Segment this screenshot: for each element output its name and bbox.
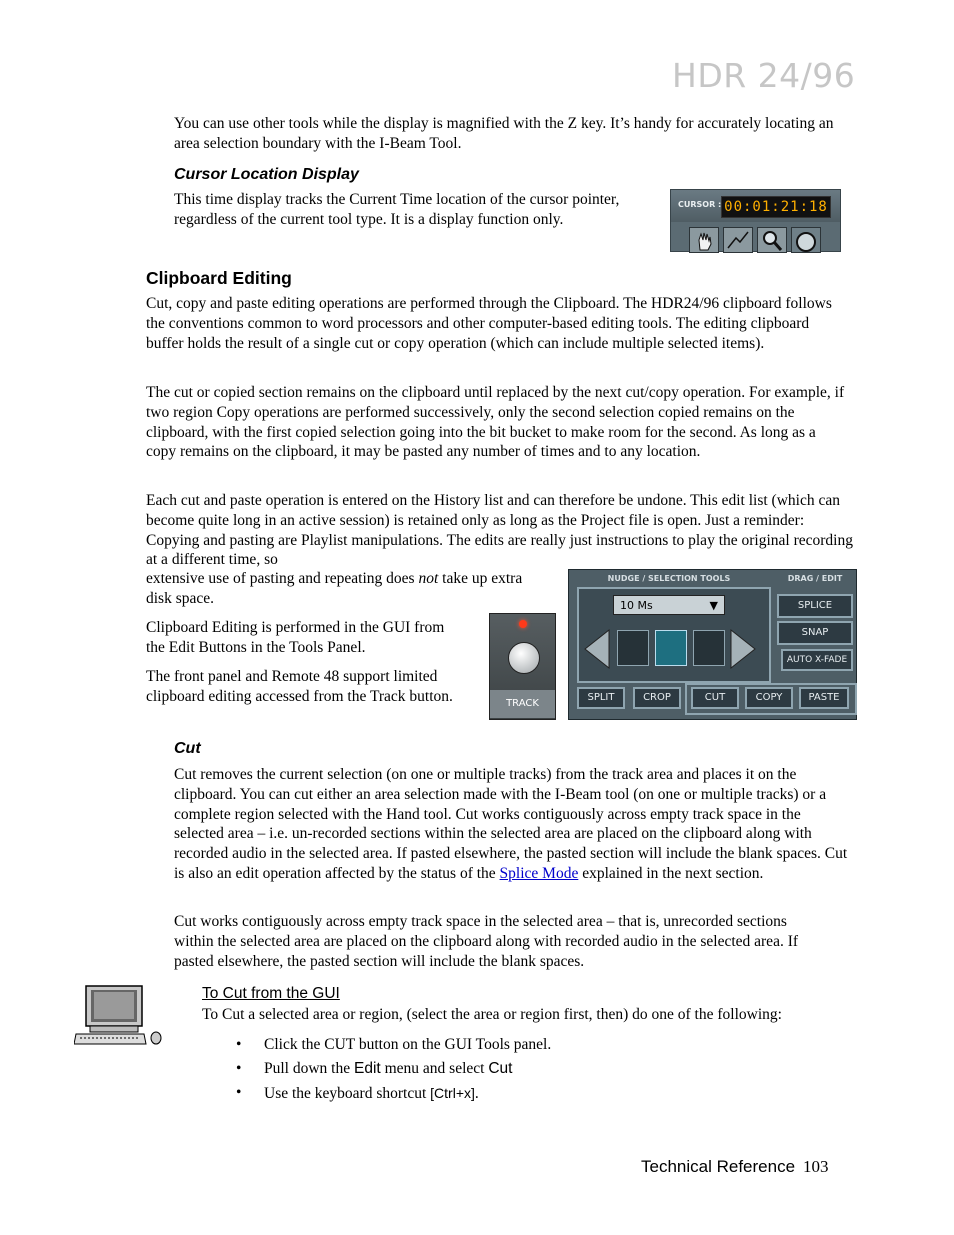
cut-paragraph-1: [174, 765, 849, 884]
nudge-tools-panel-screenshot: [568, 569, 857, 720]
waveform-icon-2: [655, 630, 687, 666]
clipboard-paragraph-5: The front panel and Remote 48 support limited clipboard editing accessed from the Track button.: [146, 668, 453, 705]
splice-button: SPLICE: [777, 594, 853, 618]
clipboard-paragraph-4: Clipboard Editing is performed in the GUI from the Edit Buttons in the Tools Panel.: [146, 619, 445, 656]
page-footer: [641, 1157, 829, 1177]
track-button-label: TRACK: [490, 690, 555, 718]
gui-steps-list: [228, 1033, 848, 1106]
edit-menu-name: Edit: [354, 1060, 381, 1077]
clipboard-paragraph-2: The cut or copied section remains on the clipboard until replaced by the next cut/copy operation. For example, if two region Copy operations are performed successively, only the second selection copied remains on the clipboard, with the first copied selection going into the bit bucket to make room for the second. As long as a copy remains on the clipboard, it may be pasted any number of times and to any location.: [146, 384, 845, 461]
bullet-3-pre: Use the keyboard shortcut: [264, 1085, 431, 1102]
clipboard-paragraph-3-cont: [146, 569, 536, 609]
scrub-tool-icon: [791, 227, 821, 253]
cut-paragraph-2: Cut works contiguously across empty track space in the selected area – that is, unrecorded sections within the selected area are placed on the clipboard along with recorded audio in the selected area. If pasted elsewhere, the pasted section will include the blank spaces.: [174, 913, 799, 970]
clipboard-paragraph-3-a: Each cut and paste operation is entered on the History list and can therefore be undone. This edit list (which can become quite long in an active session) is retained only as long as the Project file is open. Just a reminder: Copying and pasting are Playlist manipulations. The edits are really just instructions to play the original recording at a different time, so: [146, 492, 853, 569]
keyboard-shortcut: [Ctrl+x]: [430, 1085, 475, 1101]
header-title: HDR 24/96: [672, 56, 856, 95]
gui-intro: To Cut a selected area or region, (select the area or region first, then) do one of the following:: [202, 1006, 782, 1023]
cursor-time-readout: 00:01:21:18: [721, 196, 831, 218]
waveform-icon-1: [617, 630, 649, 666]
nudge-value-dropdown: [613, 595, 725, 615]
zoom-tool-icon: [757, 227, 787, 253]
nudge-dropdown-value: 10 Ms: [620, 599, 653, 612]
cursor-location-heading: Cursor Location Display: [174, 166, 359, 183]
footer-page-number: 103: [803, 1157, 829, 1176]
cut-menu-item-name: Cut: [488, 1060, 513, 1077]
list-item: [228, 1081, 848, 1106]
cut-button: CUT: [691, 687, 739, 709]
intro-paragraph: You can use other tools while the display is magnified with the Z key. It’s handy for accurately locating an area selection boundary with the I-Beam Tool.: [174, 115, 834, 152]
to-cut-from-gui-heading: To Cut from the GUI: [202, 985, 340, 1002]
cut-heading: Cut: [174, 740, 201, 757]
cursor-location-text: This time display tracks the Current Time location of the cursor pointer, regardless of the current tool type. It is a display function only.: [174, 191, 620, 228]
clipboard-paragraph-1: Cut, copy and paste editing operations are performed through the Clipboard. The HDR24/96 clipboard follows the conventions common to word processors and other computer-based editing tools. The editing clipboard buffer holds the result of a single cut or copy operation (which can include multiple selected items).: [146, 295, 832, 352]
bullet-2-mid: menu and select: [380, 1060, 489, 1077]
bullet-1-text: Click the CUT button on the GUI Tools panel.: [264, 1036, 552, 1053]
hand-tool-icon: [689, 227, 719, 253]
para3-post: take up extra disk space.: [146, 570, 523, 607]
copy-button: COPY: [745, 687, 793, 709]
cut-paragraph-1-end: explained in the next section.: [578, 864, 764, 882]
cursor-display-screenshot: [670, 189, 841, 252]
clipboard-editing-heading: Clipboard Editing: [146, 268, 292, 288]
para3-emphasis: not: [418, 570, 439, 587]
waveform-icon-3: [693, 630, 725, 666]
clipboard-paragraph-3: [146, 491, 856, 570]
ibeam-tool-icon: [723, 227, 753, 253]
snap-button: SNAP: [777, 621, 853, 645]
split-button: SPLIT: [577, 687, 625, 709]
bullet-2-pre: Pull down the: [264, 1060, 354, 1077]
bullet-3-post: .: [474, 1085, 479, 1102]
cursor-label: CURSOR :: [678, 200, 722, 209]
track-button-screenshot: [489, 613, 556, 720]
track-led-icon: [519, 620, 527, 628]
chevron-down-icon: ▼: [709, 599, 718, 612]
nudge-left-arrow-icon: [583, 628, 611, 675]
footer-section-name: Technical Reference: [641, 1157, 796, 1176]
auto-xfade-button: AUTO X-FADE: [781, 649, 853, 671]
list-item: [228, 1033, 848, 1057]
paste-button: PASTE: [799, 687, 849, 709]
computer-icon: [74, 984, 164, 1051]
nudge-right-arrow-icon: [729, 628, 757, 675]
cut-paragraph-1-text: Cut removes the current selection (on one or multiple tracks) from the track area and places it on the clipboard. You can cut either an area selection made with the I-Beam tool (on one or multiple tracks) or a complete region selected with the Hand tool. Cut works contiguously across empty track space in the selected area – i.e. un-recorded sections within the selected area are placed on the clipboard along with recorded audio in the selected area. If pasted elsewhere, the pasted section will include the blank spaces. Cut is also an edit operation affected by the status of the: [174, 766, 848, 882]
splice-mode-link[interactable]: Splice Mode: [499, 864, 579, 882]
list-item: [228, 1057, 848, 1081]
track-knob-icon: [508, 642, 540, 674]
drag-edit-title: DRAG / EDIT: [787, 574, 843, 583]
crop-button: CROP: [633, 687, 681, 709]
nudge-panel-title: NUDGE / SELECTION TOOLS: [607, 574, 731, 583]
para3-pre: extensive use of pasting and repeating does: [146, 570, 419, 587]
